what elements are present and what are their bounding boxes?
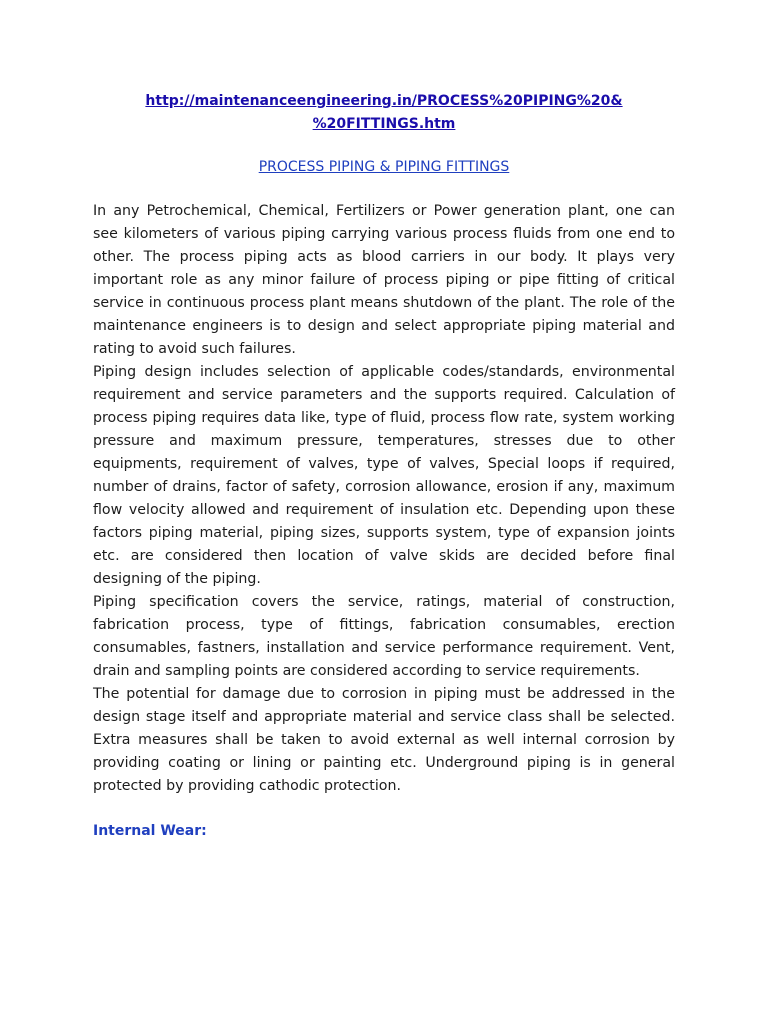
source-url-line-2[interactable]: %20FITTINGS.htm xyxy=(312,116,456,132)
source-url-line-1[interactable]: http://maintenanceengineering.in/PROCESS%20PIPING%20& xyxy=(145,93,623,109)
paragraph-piping-specification: Piping specification covers the service, ratings, material of construction, fabrication process, type of fittings, fabrication consumables, erection consumables, fastners, installation and service performance requirement. Vent, drain and sampling points are considered according to service requirements. xyxy=(93,594,675,679)
paragraph-corrosion: The potential for damage due to corrosion in piping must be addressed in the design stage itself and appropriate material and service class shall be selected. Extra measures shall be taken to avoid external as well internal corrosion by providing coating or lining or painting etc. Underground piping is in general protected by providing cathodic protection. xyxy=(93,686,675,794)
document-page xyxy=(93,90,675,843)
paragraph-piping-design: Piping design includes selection of applicable codes/standards, environmental requirement and service parameters and the supports required. Calculation of process piping requires data like, type of fluid, process flow rate, system working pressure and maximum pressure, temperatures, stresses due to other equipments, requirement of valves, type of valves, Special loops if required, number of drains, factor of safety, corrosion allowance, erosion if any, maximum flow velocity allowed and requirement of insulation etc. Depending upon these factors piping material, piping sizes, supports system, type of expansion joints etc. are considered then location of valve skids are decided before final designing of the piping. xyxy=(93,364,675,587)
source-url-link[interactable] xyxy=(93,90,675,136)
document-title: PROCESS PIPING & PIPING FITTINGS xyxy=(258,159,510,175)
section-heading-internal-wear: Internal Wear: xyxy=(93,823,207,839)
paragraph-intro: In any Petrochemical, Chemical, Fertilizers or Power generation plant, one can see kilometers of various piping carrying various process fluids from one end to other. The process piping acts as blood carriers in our body. It plays very important role as any minor failure of process piping or pipe fitting of critical service in continuous process plant means shutdown of the plant. The role of the maintenance engineers is to design and select appropriate piping material and rating to avoid such failures. xyxy=(93,203,675,357)
